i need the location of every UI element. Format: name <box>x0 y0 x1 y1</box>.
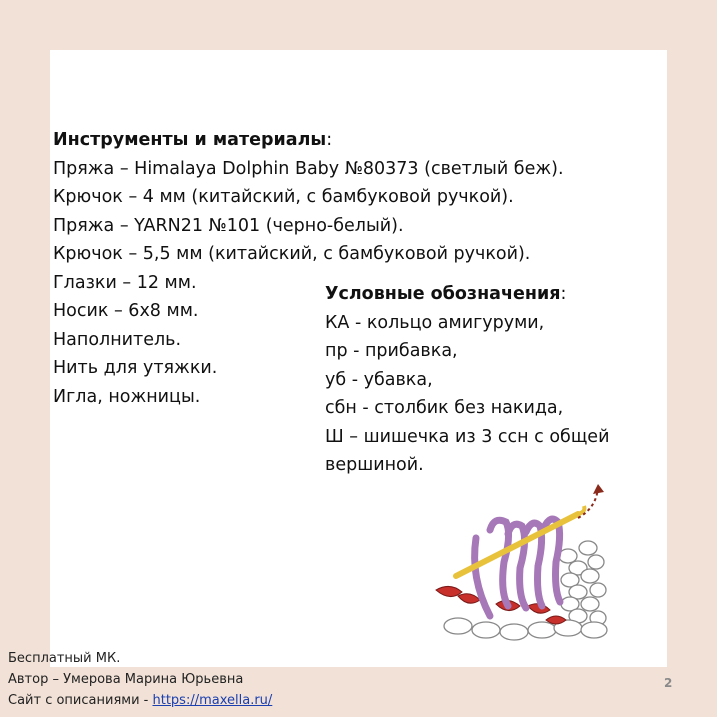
legend-heading-colon: : <box>560 284 567 304</box>
materials-item: Наполнитель. <box>53 329 182 350</box>
materials-heading-line <box>53 126 653 155</box>
materials-item: Носик – 6х8 мм. <box>53 301 199 321</box>
materials-item: Глазки – 12 мм. <box>53 272 197 293</box>
materials-heading-colon: : <box>326 130 333 150</box>
legend-item: Ш – шишечка из 3 ссн с общей <box>325 426 610 447</box>
legend-item: уб - убавка, <box>325 369 433 390</box>
bobble-stitch-illustration <box>428 478 618 646</box>
materials-heading: Инструменты и материалы <box>53 130 327 150</box>
site-link[interactable]: https://maxella.ru/ <box>152 693 273 708</box>
footer-author: Автор – Умерова Марина Юрьевна <box>8 672 244 687</box>
materials-item: Пряжа – YARN21 №101 (черно-белый). <box>53 215 404 236</box>
legend-heading-line <box>325 280 665 309</box>
legend-item: вершиной. <box>325 455 424 475</box>
legend-heading: Условные обозначения <box>325 284 561 304</box>
legend-item: пр - прибавка, <box>325 341 458 361</box>
legend-item: КА - кольцо амигуруми, <box>325 312 545 333</box>
materials-item: Крючок – 4 мм (китайский, с бамбуковой ручкой). <box>53 187 514 207</box>
materials-item: Крючок – 5,5 мм (китайский, с бамбуковой ручкой). <box>53 244 531 264</box>
materials-item: Игла, ножницы. <box>53 386 201 407</box>
materials-item: Пряжа – Himalaya Dolphin Baby №80373 (светлый беж). <box>53 158 564 179</box>
footer-site-label: Сайт с описаниями - <box>8 693 153 708</box>
footer-site-line <box>8 690 328 711</box>
materials-item: Нить для утяжки. <box>53 358 218 378</box>
page-number: 2 <box>664 676 673 690</box>
legend-section <box>325 280 665 480</box>
footer <box>8 648 328 711</box>
legend-item: сбн - столбик без накида, <box>325 398 564 418</box>
footer-free-mk: Бесплатный МК. <box>8 651 121 666</box>
